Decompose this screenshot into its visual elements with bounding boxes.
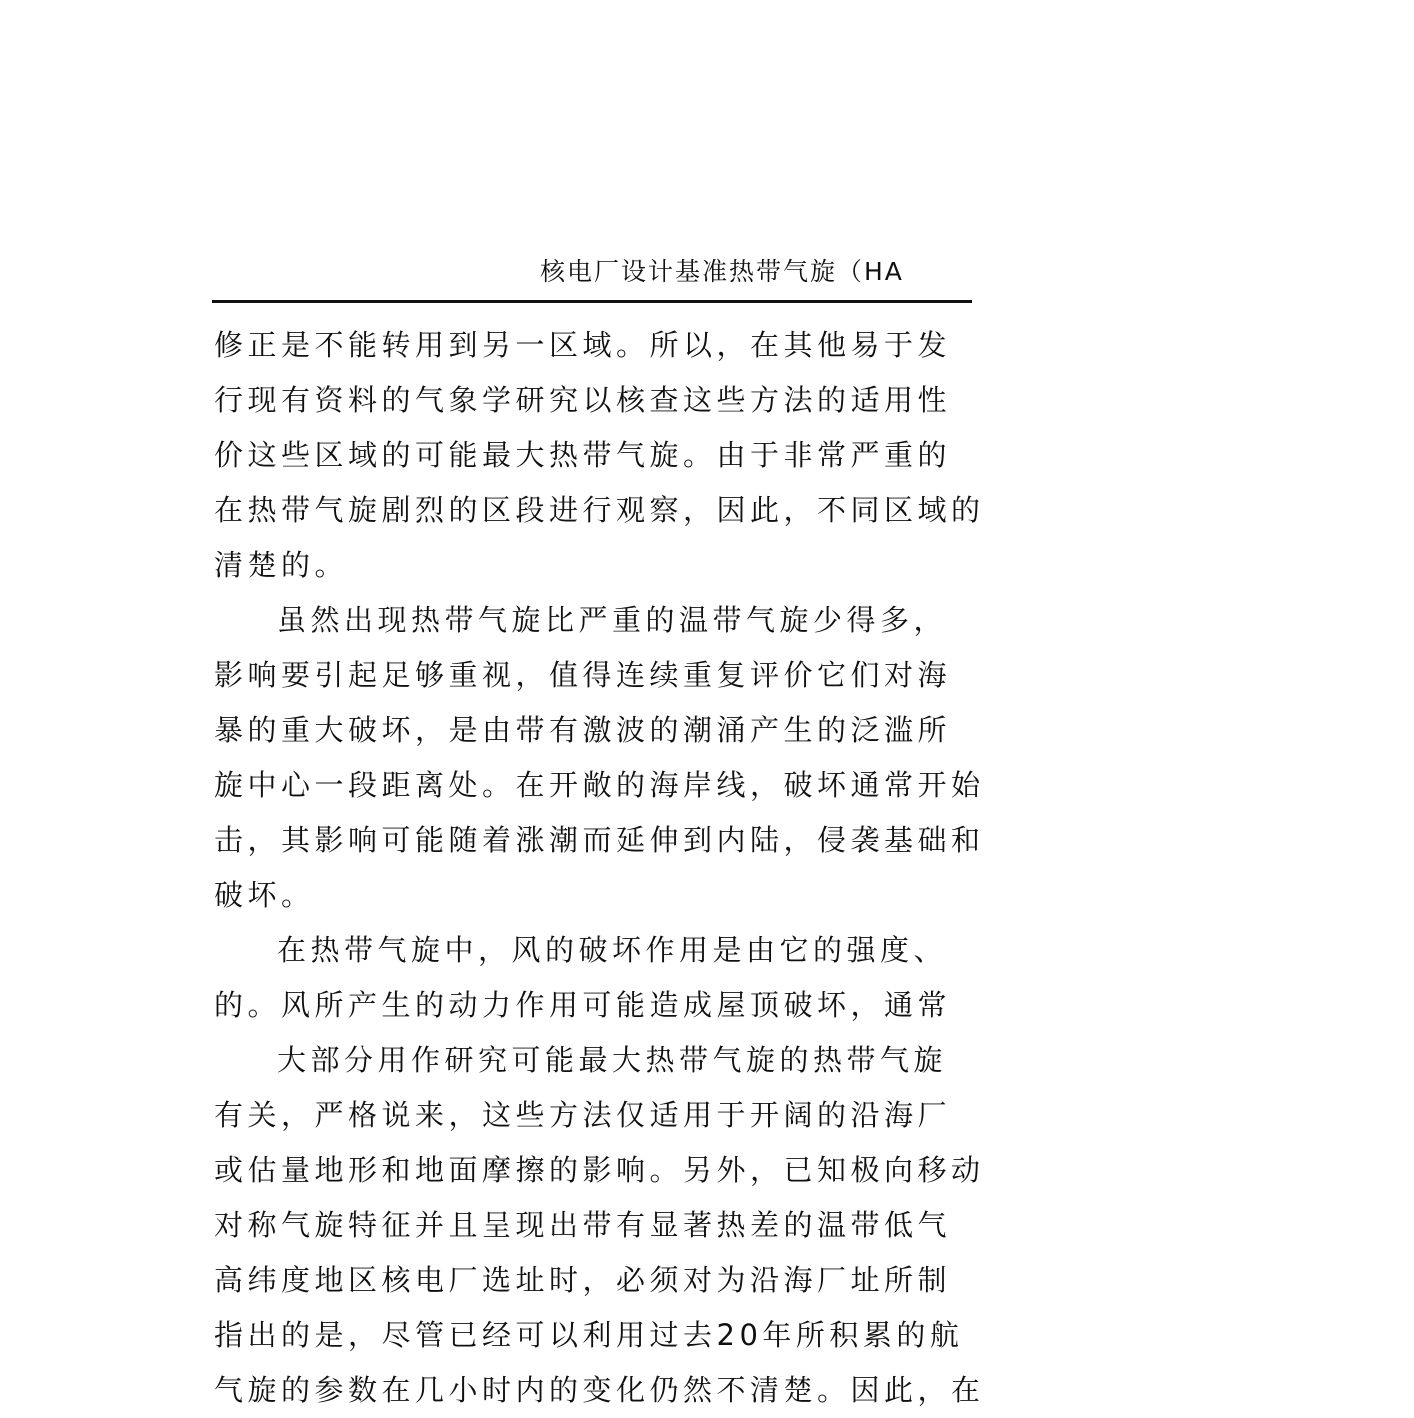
paragraph-first-line: 在热带气旋中，风的破坏作用是由它的强度、 [277,933,948,967]
text-line: 有关，严格说来，这些方法仅适用于开阔的沿海厂 [214,1098,952,1132]
text-line: 或估量地形和地面摩擦的影响。另外，已知极向移动 [214,1153,985,1187]
text-line: 指出的是，尽管已经可以利用过去20年所积累的航 [214,1318,964,1352]
text-line: 清楚的。 [214,548,349,582]
paragraph-first-line: 虽然出现热带气旋比严重的温带气旋少得多， [277,603,948,637]
header-rule [212,300,972,303]
text-line: 旋中心一段距离处。在开敞的海岸线，破坏通常开始 [214,768,985,802]
text-line: 影响要引起足够重视，值得连续重复评价它们对海 [214,658,952,692]
running-header-title: 核电厂设计基准热带气旋（HA [540,257,904,286]
text-line: 价这些区域的可能最大热带气旋。由于非常严重的 [214,438,952,472]
text-line: 在热带气旋剧烈的区段进行观察，因此，不同区域的 [214,493,985,527]
text-line: 气旋的参数在几小时内的变化仍然不清楚。因此，在 [214,1373,985,1407]
text-line: 行现有资料的气象学研究以核查这些方法的适用性 [214,383,952,417]
text-line: 对称气旋特征并且呈现出带有显著热差的温带低气 [214,1208,952,1242]
text-line: 击，其影响可能随着涨潮而延伸到内陆，侵袭基础和 [214,823,985,857]
body-text [214,318,1414,1418]
text-line: 高纬度地区核电厂选址时，必须对为沿海厂址所制 [214,1263,952,1297]
text-line: 修正是不能转用到另一区域。所以，在其他易于发 [214,328,952,362]
paragraph-first-line: 大部分用作研究可能最大热带气旋的热带气旋 [277,1043,948,1077]
text-line: 的。风所产生的动力作用可能造成屋顶破坏，通常 [214,988,952,1022]
text-line: 破坏。 [214,878,315,912]
text-line: 暴的重大破坏，是由带有激波的潮涌产生的泛滥所 [214,713,952,747]
